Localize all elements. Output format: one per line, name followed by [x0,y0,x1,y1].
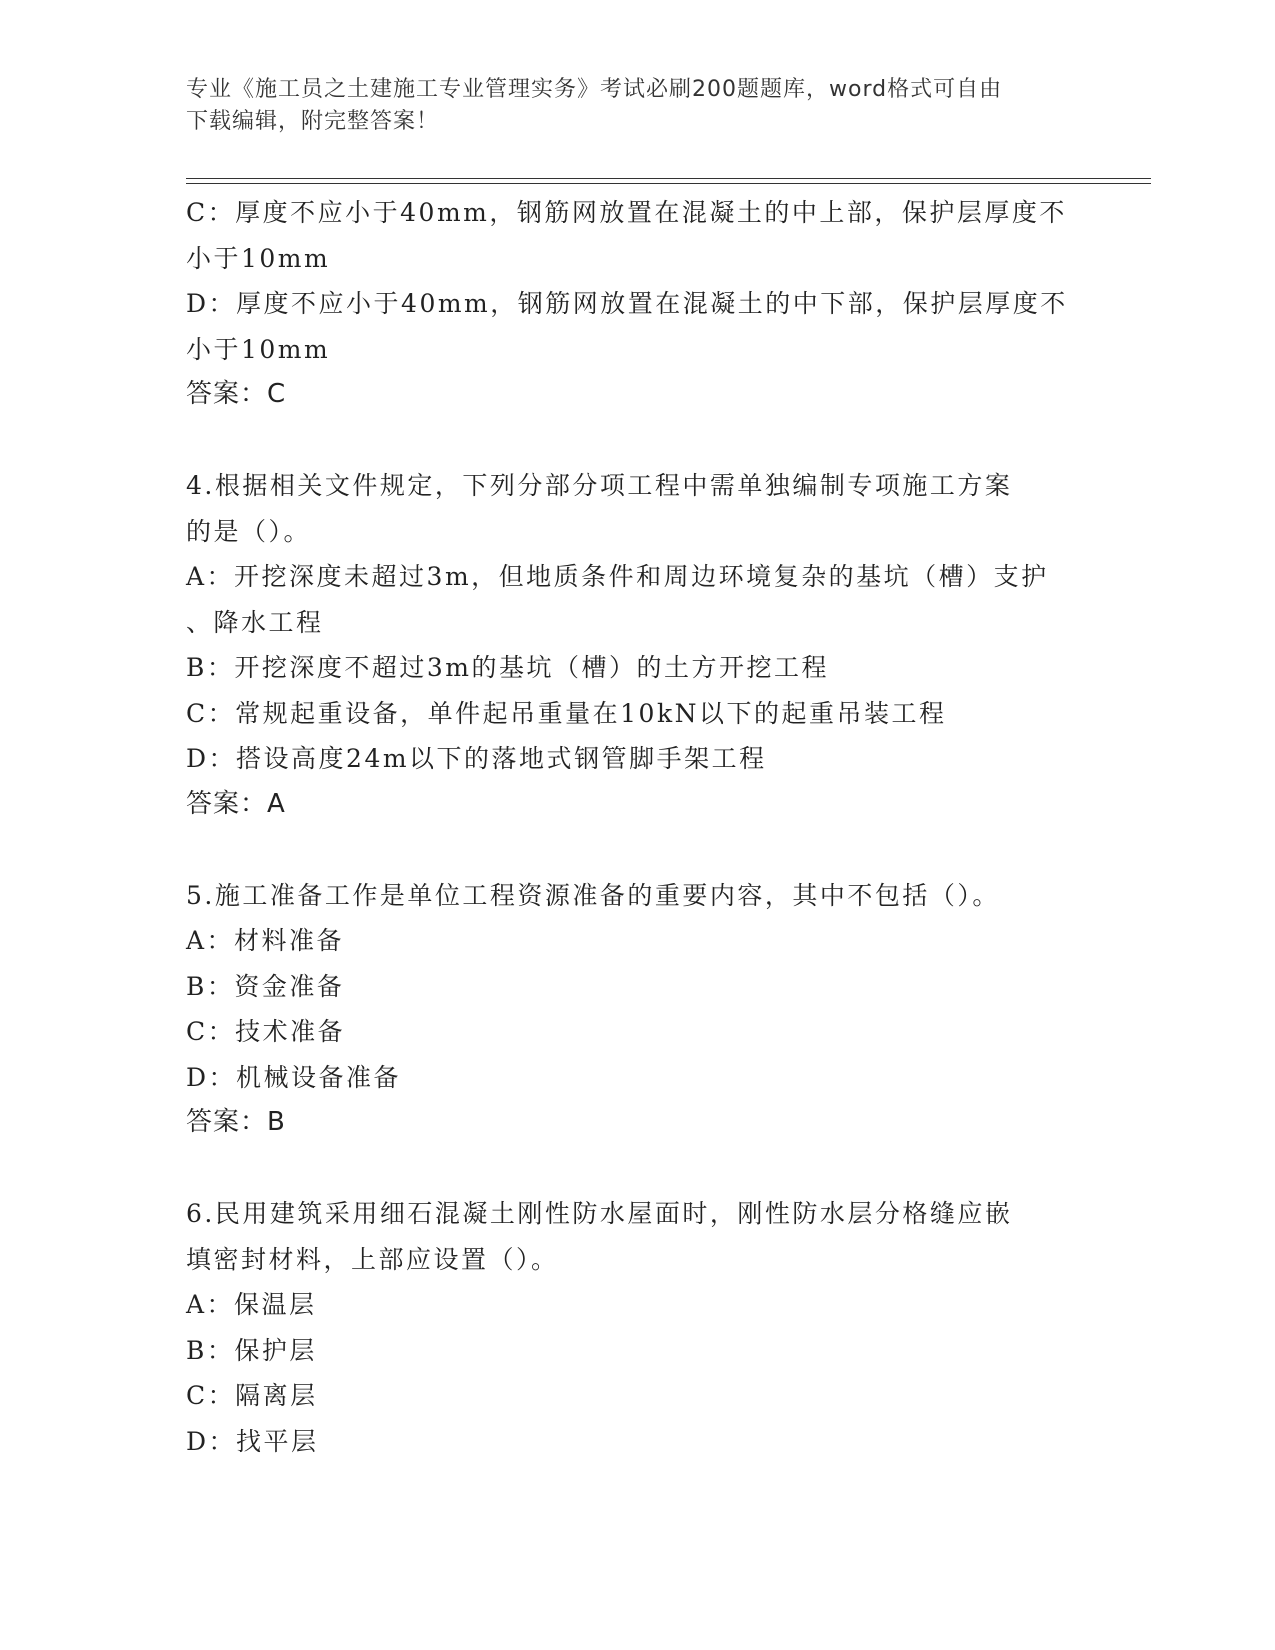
document-body [186,190,1086,1464]
q5-option-b: B：资金准备 [186,971,345,1001]
q4-option-b: B：开挖深度不超过3m的基坑（槽）的土方开挖工程 [186,653,829,682]
q5-answer: 答案：B [186,1107,286,1137]
question-3-tail [186,190,1086,418]
q5-stem: 5.施工准备工作是单位工程资源准备的重要内容，其中不包括（）。 [186,880,1000,910]
header-line-2: 下载编辑，附完整答案！ [186,109,440,134]
header-rule-top [186,178,1151,179]
q6-stem-line-1: 6.民用建筑采用细石混凝土刚性防水屋面时，刚性防水层分格缝应嵌 [186,1199,1013,1228]
q6-option-d: D：找平层 [186,1426,319,1456]
q4-option-d: D：搭设高度24m以下的落地式钢管脚手架工程 [186,744,767,773]
q3-answer: 答案：C [186,379,287,409]
header-line-1: 专业《施工员之土建施工专业管理实务》考试必刷200题题库，word格式可自由 [186,77,1003,102]
question-6 [186,1191,1086,1464]
spacer [186,827,1086,873]
q4-answer: 答案：A [186,788,286,819]
q4-option-a-line-2: 、降水工程 [186,607,324,637]
q4-stem-line-1: 4.根据相关文件规定，下列分部分项工程中需单独编制专项施工方案 [186,471,1013,500]
question-4 [186,463,1086,827]
header-rule-bottom [186,183,1151,184]
q3-option-c-line-2: 小于10mm [186,243,331,273]
spacer [186,418,1086,464]
q6-stem-line-2: 填密封材料，上部应设置（）。 [186,1244,559,1274]
q4-stem-line-2: 的是（）。 [186,516,312,546]
q5-option-d: D：机械设备准备 [186,1062,402,1092]
q5-option-a: A：材料准备 [186,926,345,955]
q4-option-c: C：常规起重设备，单件起吊重量在10kN以下的起重吊装工程 [186,698,947,728]
q6-option-a: A：保温层 [186,1290,317,1319]
q6-option-c: C：隔离层 [186,1381,318,1410]
q3-option-d-line-2: 小于10mm [186,334,331,364]
question-5 [186,873,1086,1146]
q5-option-c: C：技术准备 [186,1017,346,1046]
document-header [186,74,1066,138]
q3-option-d-line-1: D：厚度不应小于40mm，钢筋网放置在混凝土的中下部，保护层厚度不 [186,289,1068,318]
q3-option-c-line-1: C：厚度不应小于40mm，钢筋网放置在混凝土的中上部，保护层厚度不 [186,198,1067,227]
spacer [186,1146,1086,1192]
q6-option-b: B：保护层 [186,1335,317,1365]
q4-option-a-line-1: A：开挖深度未超过3m，但地质条件和周边环境复杂的基坑（槽）支护 [186,562,1049,591]
